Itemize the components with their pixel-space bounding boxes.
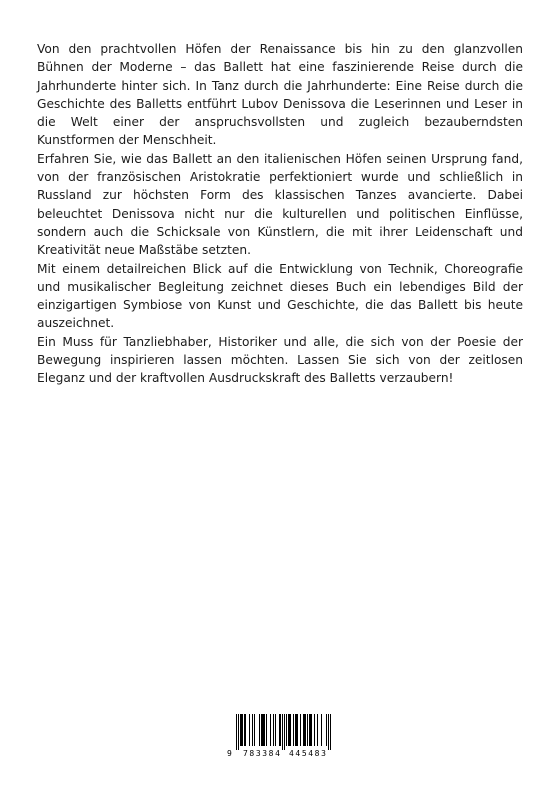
- barcode-bar: [244, 714, 245, 746]
- barcode-bar: [296, 714, 297, 746]
- barcode-bar: [310, 714, 311, 746]
- barcode-bar: [275, 714, 276, 746]
- barcode-bar: [309, 714, 310, 746]
- blurb-paragraph-2: Erfahren Sie, wie das Ballett an den italienischen Höfen seinen Ursprung fand, von der französischen Aristokratie perfektioniert wurde und schließlich in Russland zur höchsten Form des klassischen Tanzes avancierte. Dabei beleuchtet Denissova nicht nur die kulturellen und politischen Einflüsse, sondern auch die Schicksale von Künstlern, die mit ihrer Leidenschaft und Kreativität neue Maßstäbe setzten.: [37, 151, 523, 258]
- barcode-bar: [279, 714, 280, 746]
- blurb-paragraph-3: Mit einem detailreichen Blick auf die Entwicklung von Technik, Choreografie und musikalischer Begleitung zeichnet dieses Buch ein lebendiges Bild der einzigartigen Symbiose von Kunst und Geschichte, die das Ballett bis heute auszeichnet.: [37, 261, 523, 331]
- barcode-bar: [245, 714, 246, 746]
- barcode-bar: [314, 714, 315, 746]
- blurb-paragraph-1: Von den prachtvollen Höfen der Renaissance bis hin zu den glanzvollen Bühnen der Moderne – das Ballett hat eine faszinierende Reise durch die Jahrhunderte hinter sich. In Tanz durch die Jahrhunderte: Eine Reise durch die Geschichte des Balletts entführt Lubov Denissova die Leserinnen und Leser in die Welt einer der anspruchsvollsten und zugleich bezauberndsten Kunstformen der Menschheit.: [37, 42, 523, 148]
- barcode-bar: [307, 714, 308, 746]
- barcode-bar: [317, 714, 318, 746]
- barcode-bar: [289, 714, 290, 746]
- barcode-bar: [295, 714, 296, 746]
- barcode-bar: [286, 714, 287, 746]
- barcode-bar: [288, 714, 289, 746]
- barcode-bar: [240, 714, 241, 746]
- barcode-bar: [259, 714, 260, 746]
- barcode-bar: [241, 714, 242, 746]
- barcode-right-group: 445483: [289, 749, 328, 758]
- barcode-bar: [273, 714, 274, 746]
- barcode-bar: [264, 714, 265, 746]
- barcode-digits: [227, 748, 333, 760]
- barcode-bar: [330, 714, 331, 750]
- isbn-barcode: [227, 712, 333, 762]
- barcode-bar: [282, 714, 283, 750]
- barcode-bar: [284, 714, 285, 750]
- barcode-bars-icon: [227, 712, 333, 752]
- barcode-bar: [328, 714, 329, 750]
- barcode-bar: [305, 714, 306, 746]
- barcode-bar: [311, 714, 312, 746]
- back-cover-blurb: [37, 40, 523, 388]
- barcode-bar: [236, 714, 237, 750]
- barcode-bar: [303, 714, 304, 746]
- barcode-bar: [252, 714, 253, 746]
- barcode-bar: [280, 714, 281, 746]
- barcode-bar: [290, 714, 291, 746]
- barcode-bar: [326, 714, 327, 746]
- barcode-bar: [249, 714, 250, 746]
- barcode-bar: [304, 714, 305, 746]
- barcode-bar: [262, 714, 263, 746]
- barcode-bar: [242, 714, 243, 746]
- barcode-bar: [300, 714, 301, 746]
- barcode-bar: [254, 714, 255, 746]
- blurb-paragraph-4: Ein Muss für Tanzliebhaber, Historiker und alle, die sich von der Poesie der Bewegung inspirieren lassen möchten. Lassen Sie sich von der zeitlosen Eleganz und der kraftvollen Ausdruckskraft des Balletts verzaubern!: [37, 334, 523, 386]
- barcode-bar: [297, 714, 298, 746]
- barcode-bar: [261, 714, 262, 746]
- barcode-bar: [238, 714, 239, 750]
- barcode-bar: [321, 714, 322, 746]
- barcode-bar: [266, 714, 267, 746]
- barcode-bar: [293, 714, 294, 746]
- barcode-left-group: 783384: [243, 749, 282, 758]
- barcode-first-digit: 9: [227, 749, 232, 758]
- barcode-bar: [263, 714, 264, 746]
- barcode-bar: [270, 714, 271, 746]
